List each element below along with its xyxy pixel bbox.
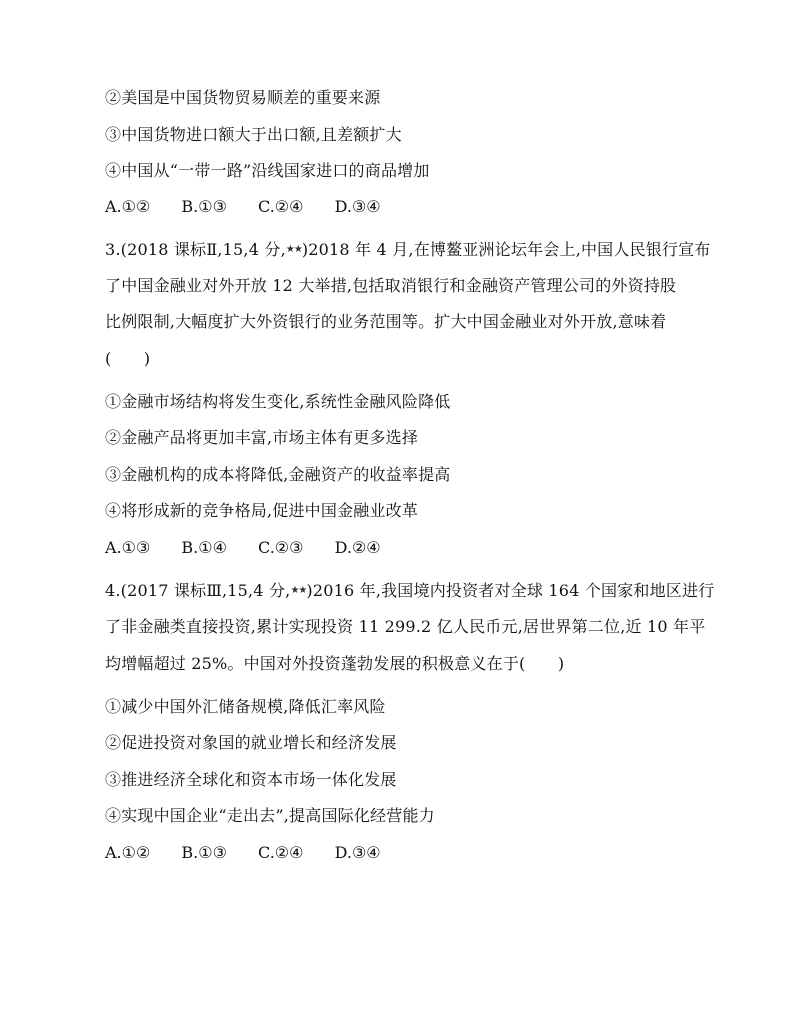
q4-stem-start: )2016 年,我国境内投资者对全球 164 个国家和地区进行 (306, 581, 715, 600)
q3-stem-line: 了中国金融业对外开放 12 大举措,包括取消银行和金融资产管理公司的外资持股 (105, 276, 677, 295)
q2-option-3: ③中国货物进口额大于出口额,且差额扩大 (105, 125, 402, 144)
q3-source: 3.(2018 课标Ⅱ,15,4 分, (105, 240, 286, 259)
q2-answer-d: D.③④ (334, 197, 381, 216)
q2-answer-c: C.②④ (258, 197, 304, 216)
q3-option-3: ③金融机构的成本将降低,金融资产的收益率提高 (105, 465, 451, 484)
q2-option-2: ②美国是中国货物贸易顺差的重要来源 (105, 88, 381, 107)
q4-option-2: ②促进投资对象国的就业增长和经济发展 (105, 733, 397, 752)
q4-answer-d: D.③④ (334, 843, 381, 862)
q3-answer-blank: ( ) (105, 349, 151, 368)
q4-answer-b: B.①③ (181, 843, 227, 862)
q4-option-4: ④实现中国企业“走出去”,提高国际化经营能力 (105, 806, 435, 825)
q4-option-3: ③推进经济全球化和资本市场一体化发展 (105, 770, 397, 789)
difficulty-stars-icon: ★★ (290, 585, 307, 596)
q3-stem-start: )2018 年 4 月,在博鳌亚洲论坛年会上,中国人民银行宣布 (301, 240, 711, 259)
q4-source: 4.(2017 课标Ⅲ,15,4 分, (105, 581, 291, 600)
q3-answer-c: C.②③ (258, 538, 304, 557)
q3-stem-first-line (105, 240, 711, 260)
q4-answer-a: A.①② (105, 843, 151, 862)
q3-answers (105, 538, 407, 558)
q2-option-4: ④中国从“一带一路”沿线国家进口的商品增加 (105, 161, 430, 180)
q3-answer-b: B.①④ (181, 538, 227, 557)
q3-answer-a: A.①③ (105, 538, 151, 557)
q2-answer-a: A.①② (105, 197, 151, 216)
q2-answers (105, 197, 407, 217)
q3-option-4: ④将形成新的竞争格局,促进中国金融业改革 (105, 501, 419, 520)
q4-answers (105, 843, 407, 863)
q4-stem-first-line (105, 581, 714, 601)
q4-stem-line: 了非金融类直接投资,累计实现投资 11 299.2 亿人民币元,居世界第二位,近 10 年平 (105, 617, 706, 636)
q4-option-1: ①减少中国外汇储备规模,降低汇率风险 (105, 697, 386, 716)
q4-stem-line: 均增幅超过 25%。中国对外投资蓬勃发展的积极意义在于( ) (105, 654, 565, 673)
q4-answer-c: C.②④ (258, 843, 304, 862)
q3-answer-d: D.②④ (334, 538, 381, 557)
q3-option-1: ①金融市场结构将发生变化,系统性金融风险降低 (105, 392, 451, 411)
q2-answer-b: B.①③ (181, 197, 227, 216)
difficulty-stars-icon: ★★ (285, 244, 302, 255)
q3-stem-line: 比例限制,大幅度扩大外资银行的业务范围等。扩大中国金融业对外开放,意味着 (105, 312, 667, 331)
q3-option-2: ②金融产品将更加丰富,市场主体有更多选择 (105, 428, 419, 447)
